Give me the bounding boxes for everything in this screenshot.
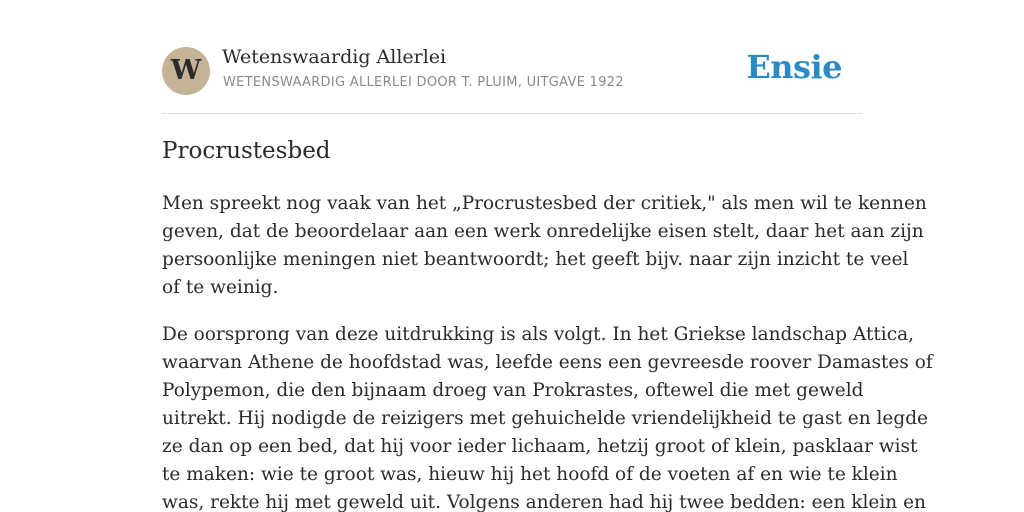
paragraph-line: waarvan Athene de hoofdstad was, leefde eens een gevreesde roover Damastes of xyxy=(162,352,933,373)
paragraph-line: Polypemon, die den bijnaam droeg van Prokrastes, oftewel die met geweld xyxy=(162,380,864,401)
article-paragraph xyxy=(162,190,927,302)
article-paragraph xyxy=(162,321,933,512)
paragraph-line: De oorsprong van deze uitdrukking is als volgt. In het Griekse landschap Attica, xyxy=(162,324,914,345)
paragraph-line: of te weinig. xyxy=(162,277,279,298)
paragraph-line: te maken: wie te groot was, hieuw hij het hoofd of de voeten af en wie te klein xyxy=(162,464,898,485)
paragraph-line: ze dan op een bed, dat hij voor ieder lichaam, hetzij groot of klein, pasklaar wist xyxy=(162,436,918,457)
paragraph-line: was, rekte hij met geweld uit. Volgens anderen had hij twee bedden: een klein en xyxy=(162,492,926,512)
paragraph-line: persoonlijke meningen niet beantwoordt; het geeft bijv. naar zijn inzicht te veel xyxy=(162,249,909,270)
paragraph-line: geven, dat de beoordelaar aan een werk onredelijke eisen stelt, daar het aan zijn xyxy=(162,221,924,242)
article-body xyxy=(162,190,933,512)
paragraph-line: uitrekt. Hij nodigde de reizigers met gehuichelde vriendelijkheid te gast en legde xyxy=(162,408,928,429)
article-container xyxy=(162,0,933,512)
source-avatar[interactable]: W xyxy=(162,47,210,95)
source-subtitle: WETENSWAARDIG ALLERLEI DOOR T. PLUIM, UITGAVE 1922 xyxy=(223,75,624,90)
source-header xyxy=(162,0,862,114)
source-title[interactable]: Wetenswaardig Allerlei xyxy=(222,46,447,68)
ensie-logo-link[interactable]: Ensie xyxy=(746,48,842,86)
paragraph-line: Men spreekt nog vaak van het „Procrustesbed der critiek," als men wil te kennen xyxy=(162,193,927,214)
article-title: Procrustesbed xyxy=(162,138,331,164)
